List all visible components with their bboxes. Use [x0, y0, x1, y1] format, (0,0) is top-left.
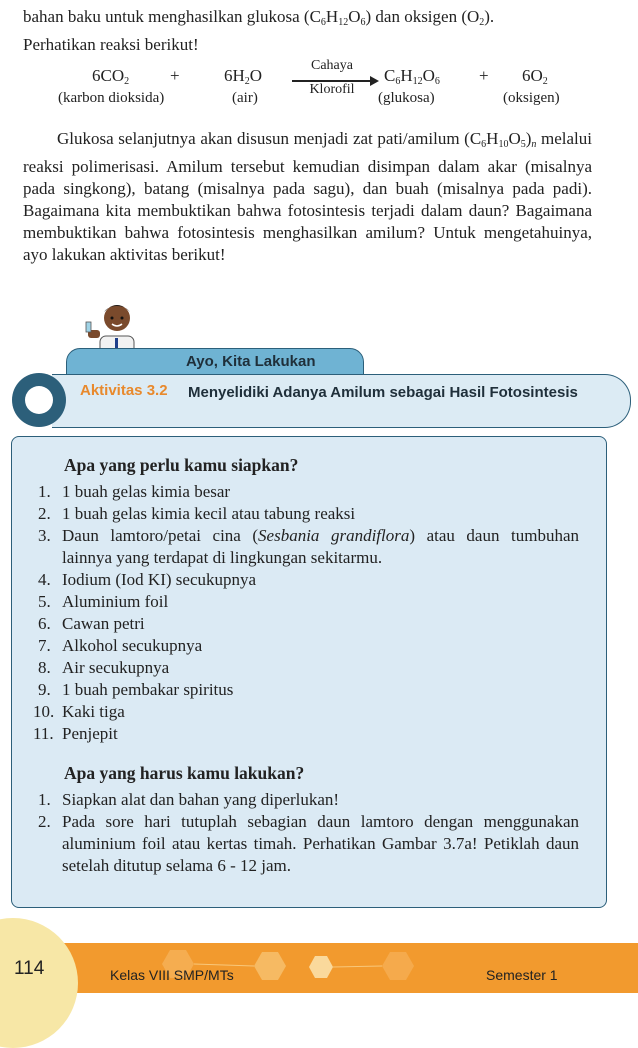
formula: 6O — [522, 66, 543, 85]
intro-text: O — [348, 7, 361, 26]
list-text: ) atau daun tumbuhan lainnya yang terdapat di lingkungan sekitarmu. — [62, 526, 579, 567]
steps-list — [24, 789, 579, 877]
species-name: Sesbania grandiflora — [258, 526, 410, 545]
list-number: 3. — [38, 526, 51, 545]
list-text: Pada sore hari tutuplah sebagian daun lamtoro dengan menggunakan aluminium foil atau kertas timah. Perhatikan Gambar 3.7a! Petiklah daun setelah ditutup selama 6 - 12 jam. — [62, 812, 579, 875]
list-item — [24, 701, 579, 723]
intro-text: bahan baku untuk menghasilkan glukosa (C — [23, 7, 321, 26]
list-number: 5. — [38, 592, 51, 611]
reactant-h2o — [224, 66, 262, 87]
list-number: 1. — [38, 790, 51, 809]
intro-text: H — [325, 7, 339, 26]
list-item — [24, 503, 579, 525]
page-number: 114 — [14, 958, 45, 979]
list-item — [24, 723, 579, 745]
list-item — [24, 525, 579, 569]
product-o2 — [522, 66, 548, 87]
heading-steps: Apa yang harus kamu lakukan? — [64, 763, 305, 783]
list-text: Penjepit — [62, 724, 118, 743]
body-text: melalui reaksi polimerisasi. Amilum tersebut kemudian disimpan dalam akar (misalnya pada singkong), batang (misalnya pada sagu), dan buah (misalnya pada padi). Bagaimana kita membuktikan bahwa fotosintesis terjadi dalam daun? Bagaimana membuktikan bahwa fotosintesis menghasilkan amilum? Untuk mengetahuinya, ayo lakukan aktivitas berikut! — [23, 129, 593, 264]
intro-text: ). — [484, 7, 495, 26]
plus-sign: + — [170, 66, 180, 85]
list-text: 1 buah gelas kimia besar — [62, 482, 231, 501]
list-number: 6. — [38, 614, 51, 633]
list-item — [24, 613, 579, 635]
list-text: Aluminium foil — [62, 592, 169, 611]
formula: 6H — [224, 66, 245, 85]
list-text: 1 buah gelas kimia kecil atau tabung reaksi — [62, 504, 356, 523]
list-item — [24, 569, 579, 591]
list-number: 10. — [33, 702, 55, 721]
list-number: 2. — [38, 504, 51, 523]
list-item — [24, 591, 579, 613]
subscript: 6 — [481, 139, 487, 150]
list-text: 1 buah pembakar spiritus — [62, 680, 234, 699]
list-number: 7. — [38, 636, 51, 655]
body-text: H — [486, 129, 499, 148]
formula: H — [400, 66, 413, 85]
list-text: Cawan petri — [62, 614, 145, 633]
subscript: 2 — [542, 76, 548, 87]
activity-tab-title: Ayo, Kita Lakukan — [186, 353, 316, 370]
activity-title: Menyelidiki Adanya Amilum sebagai Hasil Fotosintesis — [188, 384, 578, 401]
formula: 6CO — [92, 66, 125, 85]
subscript: n — [531, 139, 537, 150]
materials-list — [24, 481, 579, 745]
formula: C — [384, 66, 396, 85]
subscript: 6 — [360, 17, 366, 28]
body-text: ) — [525, 129, 532, 148]
reaction-arrow — [290, 58, 378, 104]
heading-materials: Apa yang perlu kamu siapkan? — [64, 455, 299, 475]
product-glucose — [384, 66, 440, 87]
list-item — [24, 657, 579, 679]
list-text: Daun lamtoro/petai cina ( — [62, 526, 259, 545]
list-number: 2. — [38, 812, 51, 831]
footer-class-label: Kelas VIII SMP/MTs — [110, 967, 234, 983]
subscript: 2 — [124, 76, 130, 87]
list-number: 4. — [38, 570, 51, 589]
list-text: Air secukupnya — [62, 658, 170, 677]
list-number: 8. — [38, 658, 51, 677]
subscript: 6 — [320, 17, 326, 28]
subscript: 12 — [412, 76, 423, 87]
subscript: 2 — [479, 17, 485, 28]
list-item — [24, 481, 579, 503]
formula: O — [422, 66, 435, 85]
list-item — [24, 811, 579, 877]
reactant-co2 — [92, 66, 129, 87]
plus-sign: + — [479, 66, 489, 85]
page-number-circle — [0, 918, 78, 1048]
subscript: 6 — [395, 76, 401, 87]
intro-paragraph — [23, 6, 592, 56]
label-h2o: (air) — [232, 90, 258, 106]
body-paragraph — [23, 128, 592, 266]
list-item — [24, 635, 579, 657]
activity-label: Aktivitas 3.2 — [80, 382, 168, 399]
subscript: 10 — [498, 139, 509, 150]
body-text: O — [508, 129, 521, 148]
subscript: 6 — [434, 76, 440, 87]
formula: O — [249, 66, 263, 85]
label-o2: (oksigen) — [503, 90, 560, 106]
subscript: 12 — [338, 17, 349, 28]
list-number: 1. — [38, 482, 51, 501]
list-item — [24, 789, 579, 811]
list-text: Siapkan alat dan bahan yang diperlukan! — [62, 790, 340, 809]
list-text: Kaki tiga — [62, 702, 125, 721]
list-text: Alkohol secukupnya — [62, 636, 203, 655]
list-text: Iodium (Iod KI) secukupnya — [62, 570, 257, 589]
intro-text: ) dan oksigen (O — [365, 7, 480, 26]
arrow-label-bottom: Klorofil — [309, 82, 355, 97]
intro-line2: Perhatikan reaksi berikut! — [23, 35, 199, 54]
arrow-label-top: Cahaya — [311, 58, 353, 73]
body-text: Glukosa selanjutnya akan disusun menjadi zat pati/amilum (C — [57, 129, 482, 148]
label-glucose: (glukosa) — [378, 90, 435, 106]
subscript: 5 — [520, 139, 526, 150]
bullet-circle-inner — [25, 386, 53, 414]
footer-semester-label: Semester 1 — [486, 967, 558, 983]
list-number: 11. — [33, 724, 54, 743]
list-number: 9. — [38, 680, 51, 699]
subscript: 2 — [244, 76, 250, 87]
label-co2: (karbon dioksida) — [58, 90, 165, 106]
list-item — [24, 679, 579, 701]
